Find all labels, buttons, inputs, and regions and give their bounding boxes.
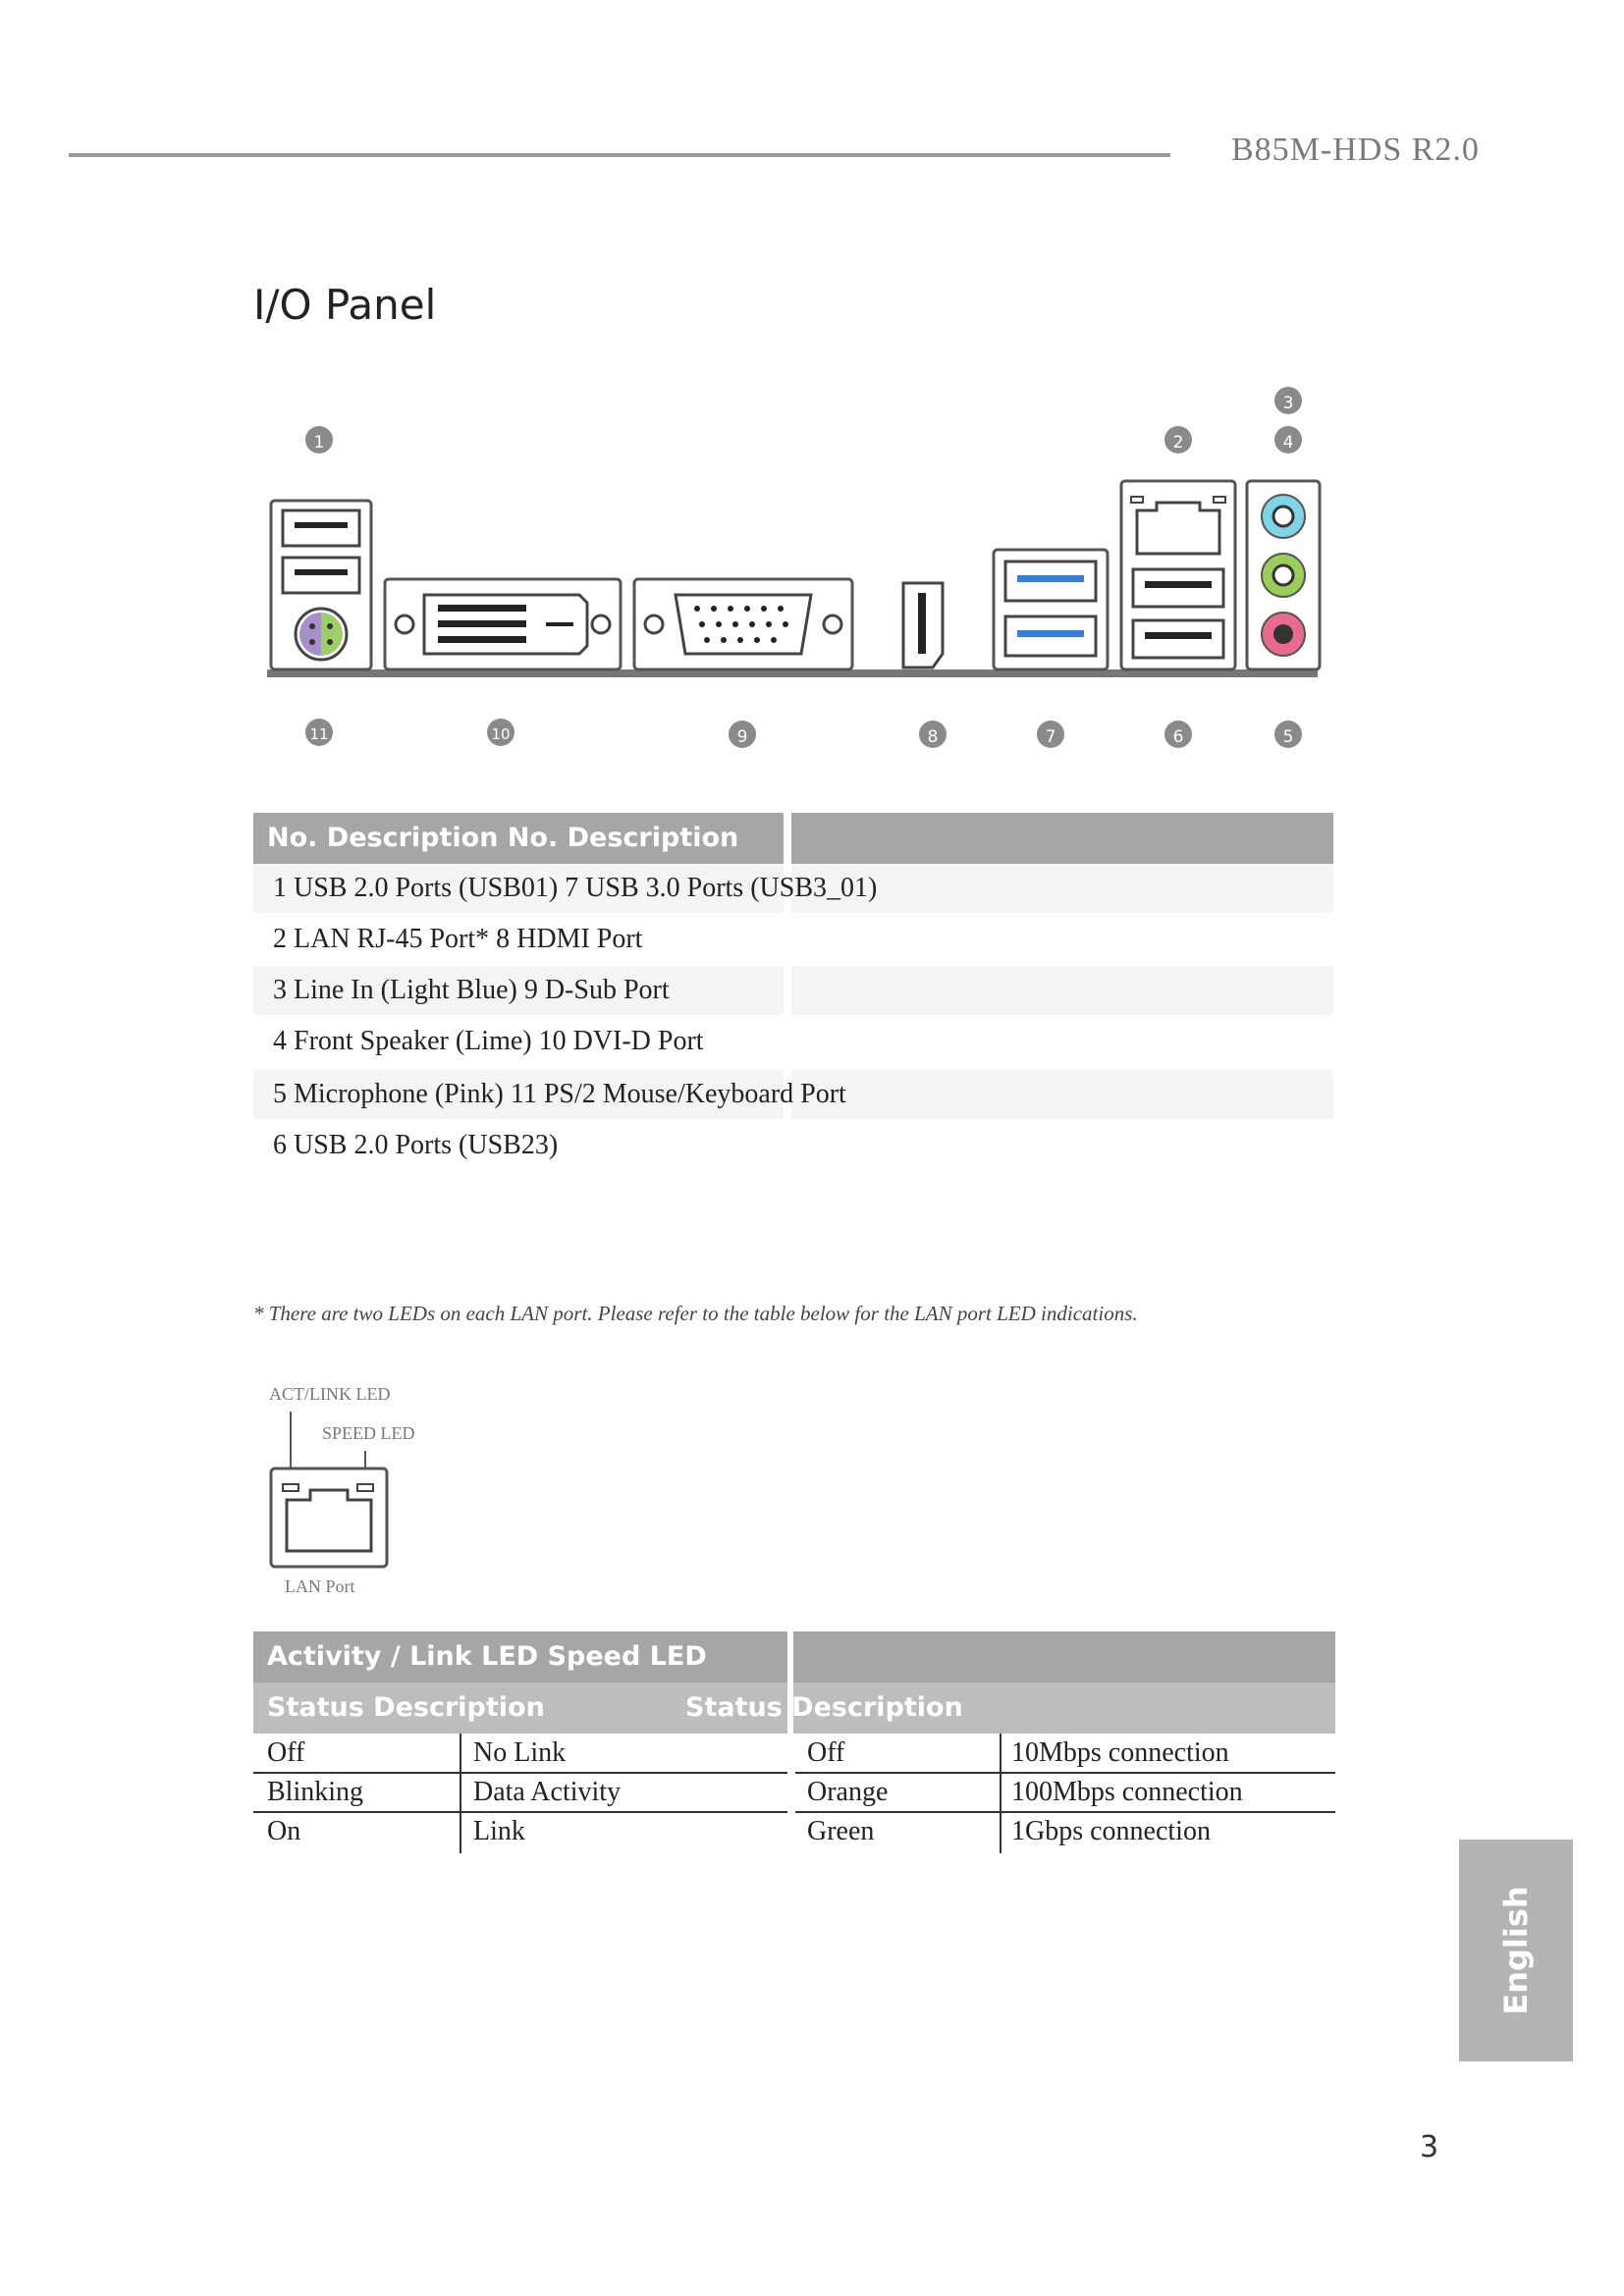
- callout-10: [487, 719, 514, 746]
- dsub-port: [634, 579, 852, 669]
- port-table-header: No. Description No. Description: [253, 813, 784, 864]
- callout-3: [1274, 387, 1302, 414]
- section-title: I/O Panel: [253, 281, 437, 329]
- row-bg: [791, 1070, 1333, 1119]
- callout-1: [305, 426, 333, 454]
- svg-text:6: 6: [1172, 727, 1184, 747]
- svg-text:1: 1: [313, 433, 325, 453]
- callout-7: [1037, 721, 1064, 748]
- svg-text:10: 10: [491, 725, 511, 743]
- dvi-port: [385, 579, 621, 669]
- callout-2: [1164, 426, 1192, 454]
- callout-4: [1274, 426, 1302, 454]
- hdmi-port: [903, 583, 943, 667]
- table-divider: [1000, 1734, 1001, 1853]
- led-subheader-right: Status Description: [685, 1692, 963, 1723]
- speed-status: Green: [807, 1816, 875, 1846]
- model-name: B85M-HDS R2.0: [1231, 132, 1480, 168]
- io-panel-diagram: [255, 373, 1335, 766]
- usb30-port: [994, 550, 1108, 669]
- lan-port-label: LAN Port: [285, 1576, 355, 1596]
- table-divider: [460, 1734, 461, 1853]
- table-rule: [253, 1772, 787, 1774]
- activity-desc: Data Activity: [473, 1777, 622, 1807]
- svg-text:9: 9: [736, 727, 748, 747]
- activity-status: Off: [267, 1737, 305, 1768]
- port-row-1: 1 USB 2.0 Ports (USB01) 7 USB 3.0 Ports (USB3_01): [273, 873, 878, 903]
- led-subheader-left: Status Description: [253, 1682, 787, 1734]
- lan-usb-port: [1121, 481, 1235, 669]
- svg-text:11: 11: [309, 725, 329, 743]
- speed-desc: 1Gbps connection: [1011, 1816, 1211, 1846]
- page-number: 3: [1420, 2130, 1439, 2164]
- svg-text:7: 7: [1045, 727, 1056, 747]
- svg-text:4: 4: [1282, 433, 1294, 453]
- table-rule: [795, 1811, 1335, 1813]
- callout-8: [919, 721, 947, 748]
- activity-desc: Link: [473, 1816, 525, 1846]
- speed-status: Off: [807, 1737, 845, 1768]
- lan-led-diagram: [245, 1374, 481, 1610]
- led-table-header: Activity / Link LED Speed LED: [253, 1631, 787, 1682]
- header-rule: [69, 153, 1170, 157]
- callout-6: [1164, 721, 1192, 748]
- callout-5: [1274, 721, 1302, 748]
- activity-status: On: [267, 1816, 301, 1846]
- port-row-5: 5 Microphone (Pink) 11 PS/2 Mouse/Keyboard Port: [273, 1079, 846, 1109]
- act-link-led-label: ACT/LINK LED: [269, 1384, 391, 1404]
- speed-status: Orange: [807, 1777, 889, 1807]
- port-row-2: 2 LAN RJ-45 Port* 8 HDMI Port: [273, 924, 643, 954]
- speed-desc: 100Mbps connection: [1011, 1777, 1243, 1807]
- speed-desc: 10Mbps connection: [1011, 1737, 1229, 1768]
- lan-port-icon: [245, 1374, 481, 1610]
- port-row-4: 4 Front Speaker (Lime) 10 DVI-D Port: [273, 1026, 704, 1056]
- table-rule: [795, 1772, 1335, 1774]
- language-label: English: [1497, 1886, 1535, 2015]
- activity-desc: No Link: [473, 1737, 567, 1768]
- speed-led-label: SPEED LED: [322, 1423, 415, 1443]
- usb20-ps2-port: [271, 501, 371, 669]
- led-table-header-right: [793, 1631, 1335, 1682]
- table-rule: [253, 1811, 787, 1813]
- svg-text:3: 3: [1282, 394, 1294, 413]
- port-row-6: 6 USB 2.0 Ports (USB23): [273, 1130, 559, 1160]
- svg-text:2: 2: [1172, 433, 1184, 453]
- language-tab: [1459, 1840, 1573, 2061]
- svg-text:5: 5: [1282, 727, 1294, 747]
- callout-9: [729, 721, 756, 748]
- lan-footnote: * There are two LEDs on each LAN port. Please refer to the table below for the LAN port LED indications.: [253, 1302, 1138, 1325]
- callout-11: [305, 719, 333, 746]
- port-table-header-right: [791, 813, 1333, 864]
- audio-jacks: [1247, 481, 1320, 669]
- row-bg: [791, 966, 1333, 1015]
- activity-status: Blinking: [267, 1777, 364, 1807]
- svg-text:8: 8: [927, 727, 939, 747]
- port-row-3: 3 Line In (Light Blue) 9 D-Sub Port: [273, 975, 670, 1005]
